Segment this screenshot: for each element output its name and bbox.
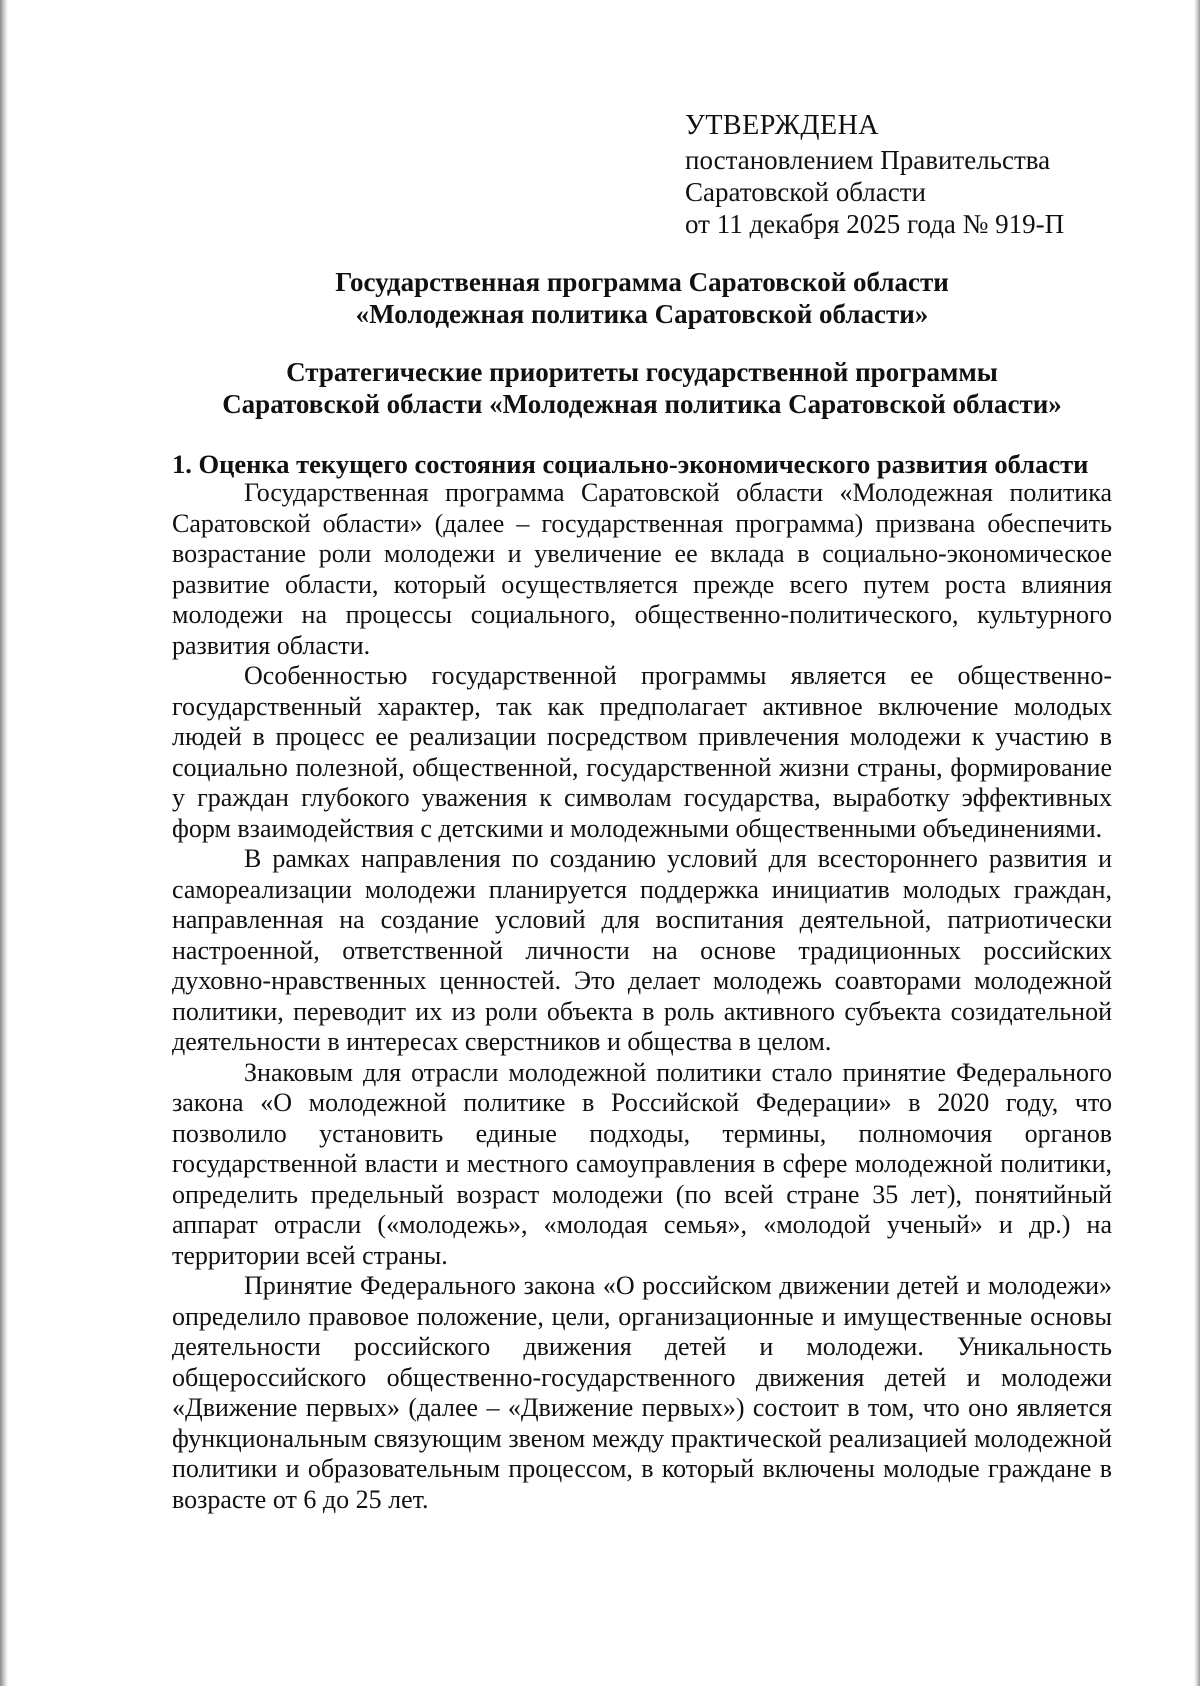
- subtitle-line-1: Стратегические приоритеты государственной программы: [286, 357, 998, 387]
- program-title-line-2: «Молодежная политика Саратовской области»: [355, 299, 929, 329]
- paragraph-1: Государственная программа Саратовской области «Молодежная политика Саратовской области» (далее – государственная программа) призвана обеспечить возрастание роли молодежи и увеличение ее вклада в социально-экономическое развитие области, который осуществляется прежде всего путем роста влияния молодежи на процессы социального, общественно-политического, культурного развития области.: [172, 478, 1112, 660]
- paragraph-4: Знаковым для отрасли молодежной политики стало принятие Федерального закона «О молодежной политике в Российской Федерации» в 2020 году, что позволило установить единые подходы, термины, полномочия органов государственной власти и местного самоуправления в сфере молодежной политики, определить предельный возраст молодежи (по всей стране 35 лет), понятийный аппарат отрасли («молодежь», «молодая семья», «молодой ученый» и др.) на территории всей страны.: [172, 1057, 1112, 1270]
- scan-edge-right: [1194, 0, 1200, 1686]
- section-heading: 1. Оценка текущего состояния социально-экономического развития области: [172, 449, 1089, 479]
- approval-title: УТВЕРЖДЕНА: [685, 110, 880, 141]
- approval-line-3: от 11 декабря 2025 года № 919-П: [685, 209, 1065, 239]
- paragraph-2: Особенностью государственной программы является ее общественно-государственный характер, так как предполагает активное включение молодых людей в процесс ее реализации посредством привлечения молодежи к участию в социально полезной, общественной, государственной жизни страны, формирование у граждан глубокого уважения к символам государства, выработку эффективных форм взаимодействия с детскими и молодежными общественными объединениями.: [172, 661, 1112, 843]
- approval-line-2: Саратовской области: [685, 177, 926, 207]
- approval-line-1: постановлением Правительства: [685, 145, 1051, 175]
- approval-stamp-block: [685, 108, 1145, 240]
- body-text: [172, 478, 1112, 1515]
- paragraph-5: Принятие Федерального закона «О российском движении детей и молодежи» определило правовое положение, цели, организационные и имущественные основы деятельности российского движения детей и молодежи. Уникальность общероссийского общественно-государственного движения детей и молодежи «Движение первых» (далее – «Движение первых») состоит в том, что оно является функциональным связующим звеном между практической реализацией молодежной политики и образовательным процессом, в который включены молодые граждане в возрасте от 6 до 25 лет.: [172, 1271, 1112, 1514]
- paragraph-3: В рамках направления по созданию условий для всестороннего развития и самореализации молодежи планируется поддержка инициатив молодых граждан, направленная на создание условий для воспитания деятельной, патриотически настроенной, ответственной личности на основе традиционных российских духовно-нравственных ценностей. Это делает молодежь соавторами молодежной политики, переводит их из роли объекта в роль активного субъекта созидательной деятельности в интересах сверстников и общества в целом.: [172, 844, 1112, 1056]
- scan-edge-left: [0, 0, 8, 1686]
- strategic-priorities-title: [172, 356, 1112, 420]
- program-title-line-1: Государственная программа Саратовской области: [335, 267, 949, 297]
- subtitle-line-2: Саратовской области «Молодежная политика Саратовской области»: [222, 389, 1062, 419]
- program-title: [172, 266, 1112, 330]
